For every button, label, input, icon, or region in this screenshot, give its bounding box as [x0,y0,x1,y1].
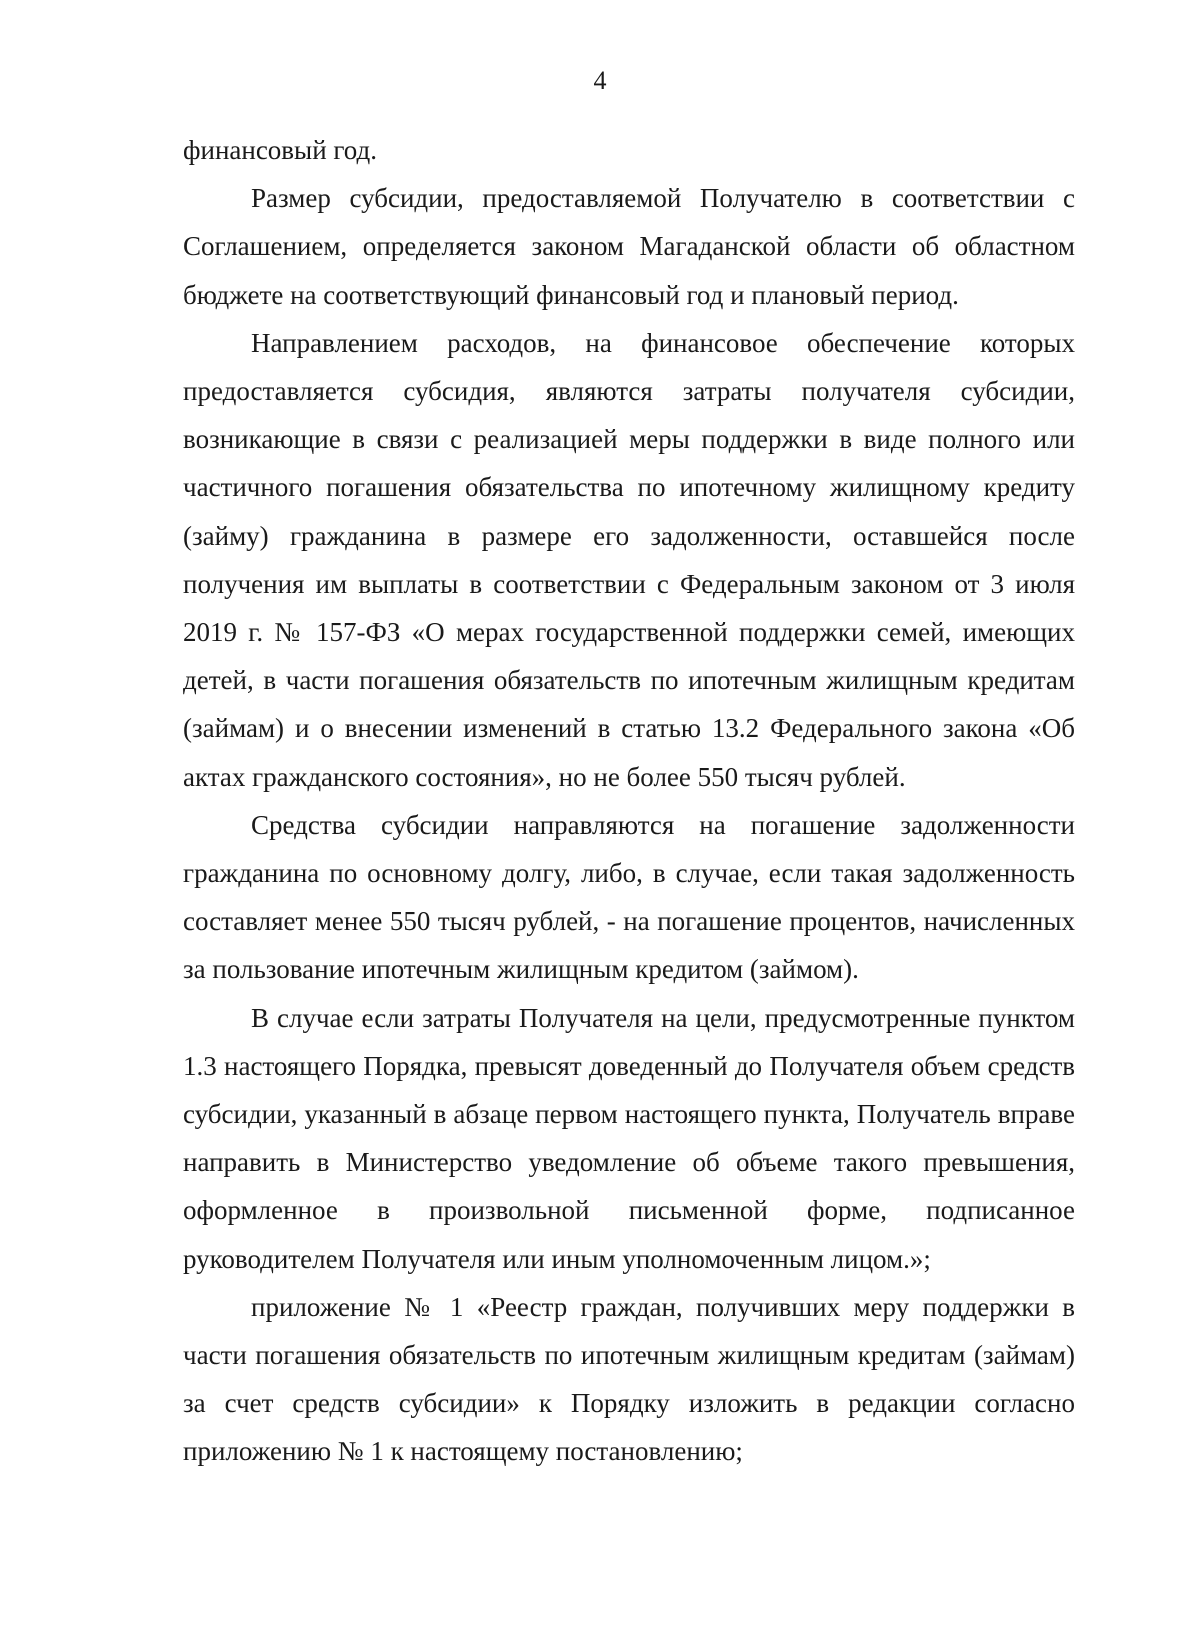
paragraph-continuation: финансовый год. [183,135,378,165]
paragraph-funds-direction: Средства субсидии направляются на погашение задолженности гражданина по основному долгу, либо, в случае, если такая задолженность составляет менее 550 тысяч рублей, - на погашение процентов, начисленных за пользование ипотечным жилищным кредитом (займом). [183,809,1075,985]
paragraph-subsidy-size: Размер субсидии, предоставляемой Получателю в соответствии с Соглашением, определяется законом Магаданской области об областном бюджете на соответствующий финансовый год и плановый период. [183,183,1075,310]
page-number: 4 [593,66,607,95]
paragraph-excess-case: В случае если затраты Получателя на цели, предусмотренные пунктом 1.3 настоящего Порядка, превысят доведенный до Получателя объем средств субсидии, указанный в абзаце первом настоящего пункта, Получатель вправе направить в Министерство уведомление об объеме такого превышения, оформленное в произвольной письменной форме, подписанное руководителем Получателя или иным уполномоченным лицом.»; [183,1002,1075,1274]
document-body [183,126,1075,1476]
paragraph-appendix-1: приложение № 1 «Реестр граждан, получивших меру поддержки в части погашения обязательств по ипотечным жилищным кредитам (займам) за счет средств субсидии» к Порядку изложить в редакции согласно приложению № 1 к настоящему постановлению; [183,1291,1075,1467]
paragraph-expense-direction: Направлением расходов, на финансовое обеспечение которых предоставляется субсидия, являются затраты получателя субсидии, возникающие в связи с реализацией меры поддержки в виде полного или частичного погашения обязательства по ипотечному жилищному кредиту (займу) гражданина в размере его задолженности, оставшейся после получения им выплаты в соответствии с Федеральным законом от 3 июля 2019 г. № 157-ФЗ «О мерах государственной поддержки семей, имеющих детей, в части погашения обязательств по ипотечным жилищным кредитам (займам) и о внесении изменений в статью 13.2 Федерального закона «Об актах гражданского состояния», но не более 550 тысяч рублей. [183,327,1075,792]
